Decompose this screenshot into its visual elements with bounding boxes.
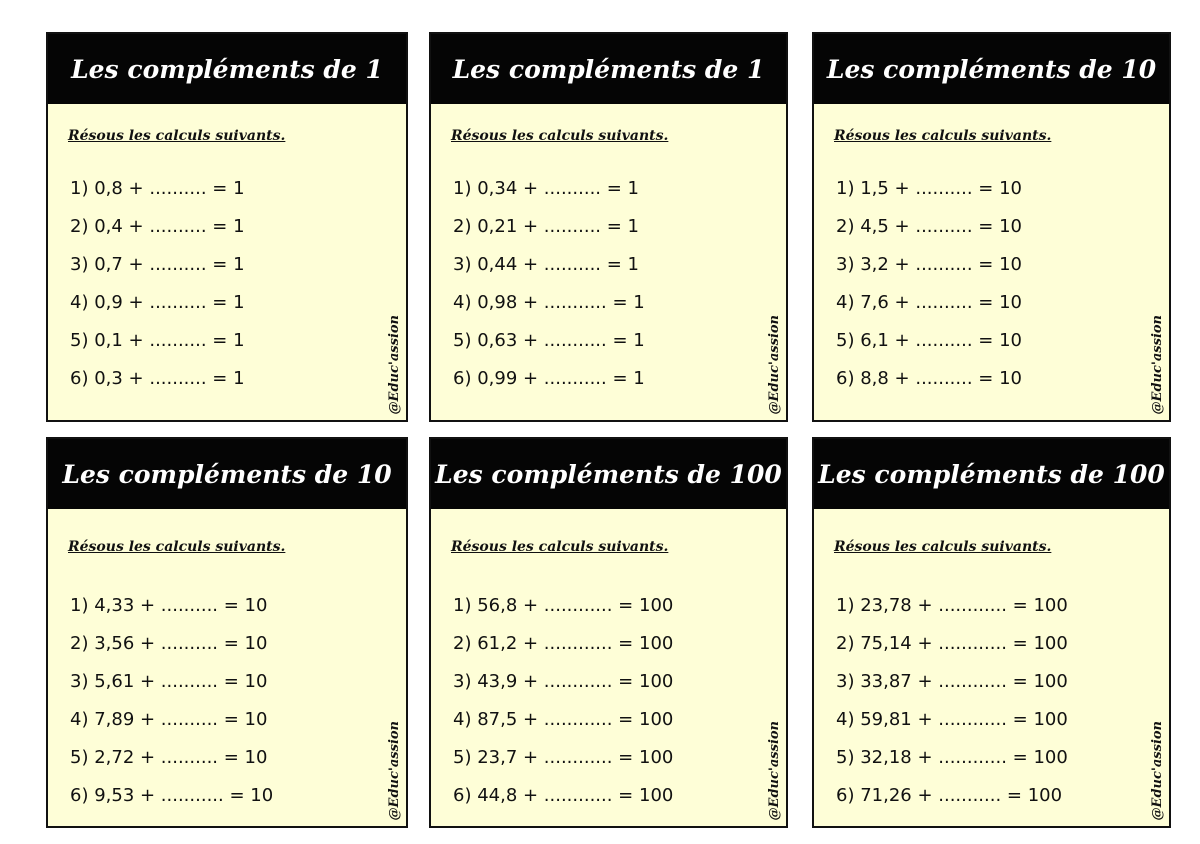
- calc-item: 2) 3,56 + .......... = 10: [70, 633, 268, 654]
- calc-list: [453, 170, 645, 398]
- instruction-text: Résous les calculs suivants.: [68, 128, 286, 144]
- instruction-text: Résous les calculs suivants.: [451, 128, 669, 144]
- calc-item: 6) 44,8 + ............ = 100: [453, 785, 674, 806]
- author-signature: @Educ'assion: [767, 314, 782, 414]
- exercise-card: [429, 437, 788, 828]
- calc-item: 1) 0,34 + .......... = 1: [453, 178, 639, 199]
- calc-item: 4) 0,9 + .......... = 1: [70, 292, 245, 313]
- card-body: [814, 104, 1169, 420]
- author-signature: @Educ'assion: [1150, 314, 1165, 414]
- calc-item: 3) 0,44 + .......... = 1: [453, 254, 639, 275]
- exercise-card: [429, 32, 788, 422]
- calc-item: 2) 0,4 + .......... = 1: [70, 216, 245, 237]
- calc-item: 5) 32,18 + ............ = 100: [836, 747, 1068, 768]
- calc-item: 5) 2,72 + .......... = 10: [70, 747, 268, 768]
- card-header: [48, 439, 406, 509]
- calc-item: 6) 71,26 + ........... = 100: [836, 785, 1063, 806]
- calc-item: 1) 4,33 + .......... = 10: [70, 595, 268, 616]
- card-body: [48, 509, 406, 826]
- author-signature: @Educ'assion: [387, 720, 402, 820]
- calc-item: 2) 0,21 + .......... = 1: [453, 216, 639, 237]
- calc-item: 6) 0,99 + ........... = 1: [453, 368, 645, 389]
- calc-item: 3) 3,2 + .......... = 10: [836, 254, 1022, 275]
- card-body: [431, 104, 786, 420]
- card-title: Les compléments de 100: [818, 459, 1165, 489]
- calc-list: [836, 587, 1068, 815]
- calc-item: 3) 43,9 + ............ = 100: [453, 671, 674, 692]
- calc-item: 3) 0,7 + .......... = 1: [70, 254, 245, 275]
- card-header: [814, 34, 1169, 104]
- calc-item: 1) 0,8 + .......... = 1: [70, 178, 245, 199]
- calc-list: [836, 170, 1022, 398]
- calc-item: 2) 75,14 + ............ = 100: [836, 633, 1068, 654]
- card-header: [48, 34, 406, 104]
- calc-item: 4) 7,6 + .......... = 10: [836, 292, 1022, 313]
- calc-item: 1) 56,8 + ............ = 100: [453, 595, 674, 616]
- instruction-text: Résous les calculs suivants.: [451, 539, 669, 555]
- exercise-card: [812, 32, 1171, 422]
- author-signature: @Educ'assion: [387, 314, 402, 414]
- calc-item: 5) 0,1 + .......... = 1: [70, 330, 245, 351]
- calc-list: [70, 170, 245, 398]
- card-title: Les compléments de 100: [435, 459, 782, 489]
- calc-item: 4) 7,89 + .......... = 10: [70, 709, 268, 730]
- instruction-text: Résous les calculs suivants.: [834, 128, 1052, 144]
- card-body: [431, 509, 786, 826]
- exercise-card: [46, 32, 408, 422]
- calc-item: 5) 0,63 + ........... = 1: [453, 330, 645, 351]
- calc-item: 4) 0,98 + ........... = 1: [453, 292, 645, 313]
- calc-item: 1) 1,5 + .......... = 10: [836, 178, 1022, 199]
- calc-list: [453, 587, 673, 815]
- calc-item: 2) 61,2 + ............ = 100: [453, 633, 674, 654]
- exercise-card: [812, 437, 1171, 828]
- card-header: [431, 34, 786, 104]
- author-signature: @Educ'assion: [1150, 720, 1165, 820]
- calc-item: 6) 8,8 + .......... = 10: [836, 368, 1022, 389]
- card-title: Les compléments de 1: [452, 54, 765, 84]
- calc-item: 6) 9,53 + ........... = 10: [70, 785, 274, 806]
- calc-item: 6) 0,3 + .......... = 1: [70, 368, 245, 389]
- calc-item: 2) 4,5 + .......... = 10: [836, 216, 1022, 237]
- calc-item: 4) 87,5 + ............ = 100: [453, 709, 674, 730]
- card-body: [814, 509, 1169, 826]
- card-header: [814, 439, 1169, 509]
- card-header: [431, 439, 786, 509]
- card-body: [48, 104, 406, 420]
- card-title: Les compléments de 1: [71, 54, 383, 84]
- instruction-text: Résous les calculs suivants.: [68, 539, 286, 555]
- calc-item: 1) 23,78 + ............ = 100: [836, 595, 1068, 616]
- calc-item: 3) 5,61 + .......... = 10: [70, 671, 268, 692]
- card-title: Les compléments de 10: [826, 54, 1157, 84]
- card-title: Les compléments de 10: [62, 459, 392, 489]
- instruction-text: Résous les calculs suivants.: [834, 539, 1052, 555]
- author-signature: @Educ'assion: [767, 720, 782, 820]
- exercise-card: [46, 437, 408, 828]
- calc-item: 3) 33,87 + ............ = 100: [836, 671, 1068, 692]
- calc-list: [70, 587, 273, 815]
- calc-item: 5) 23,7 + ............ = 100: [453, 747, 674, 768]
- calc-item: 4) 59,81 + ............ = 100: [836, 709, 1068, 730]
- calc-item: 5) 6,1 + .......... = 10: [836, 330, 1022, 351]
